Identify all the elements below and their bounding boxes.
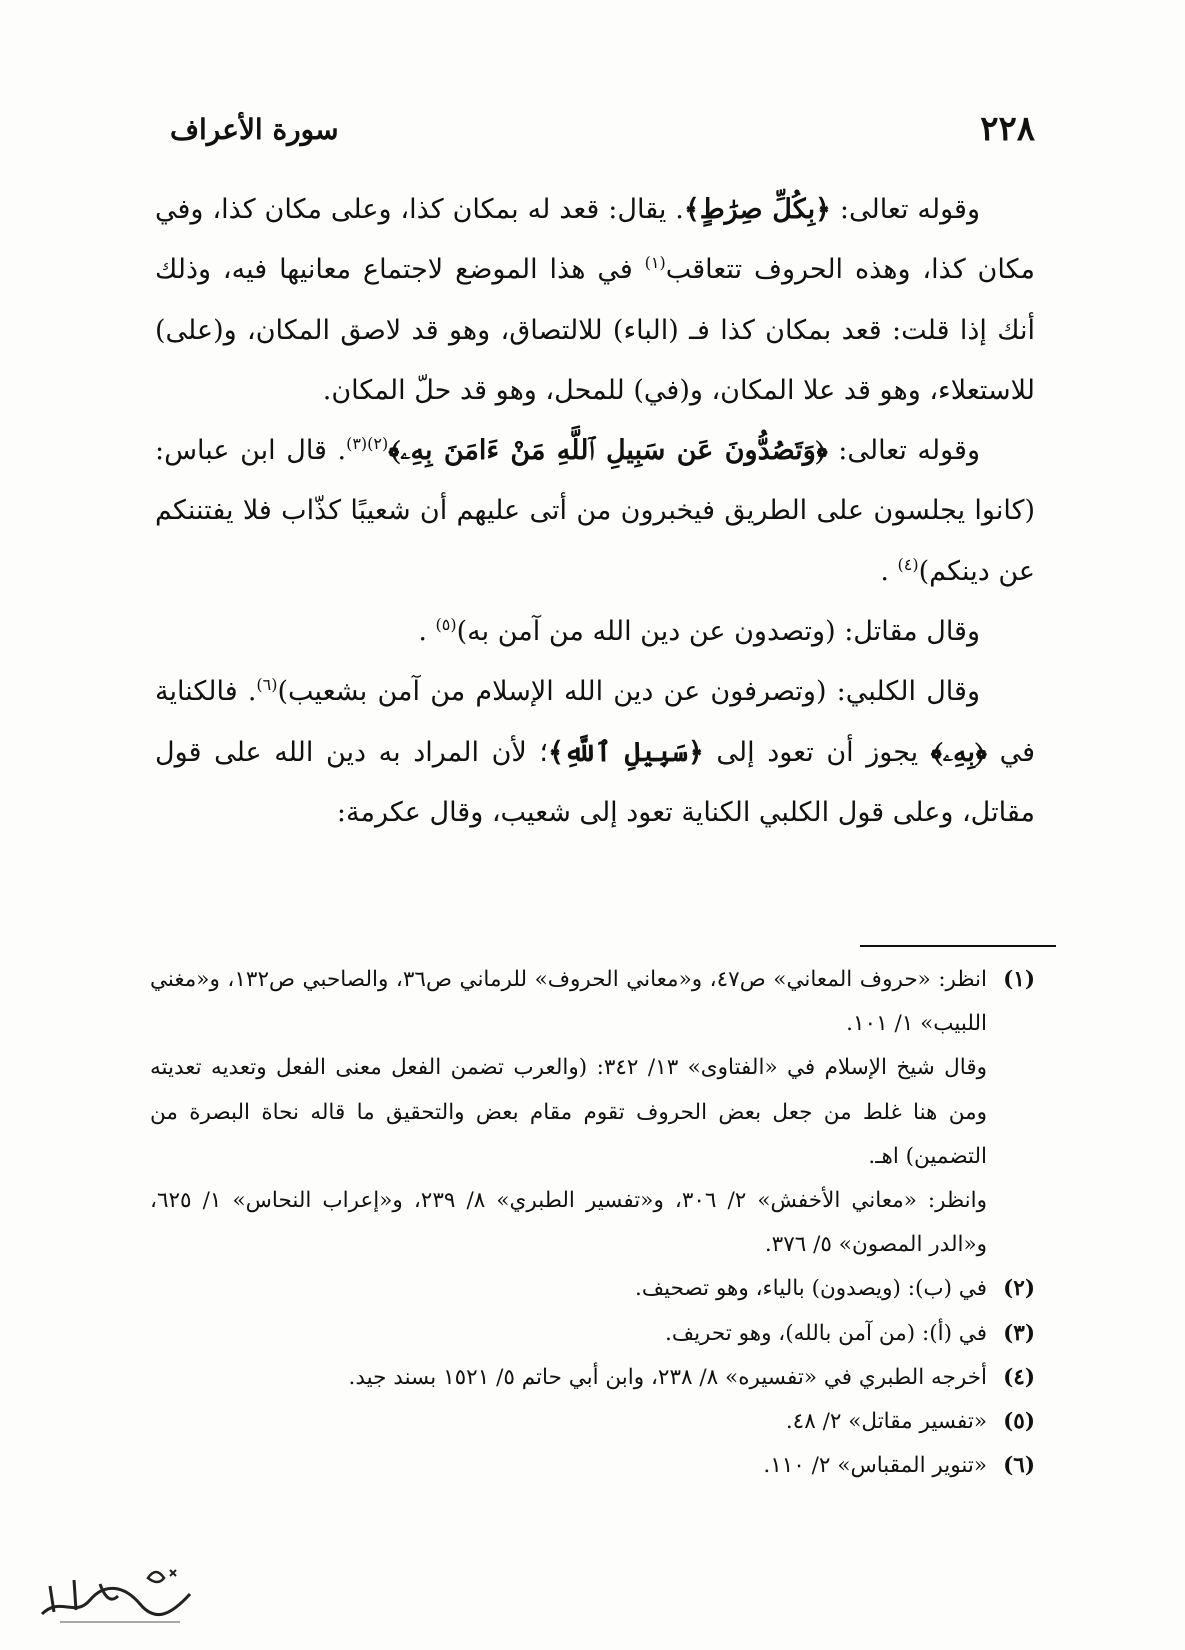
footnote-body bbox=[150, 1356, 987, 1400]
footnote-number: (١) bbox=[1003, 967, 1035, 992]
footnote-paragraph: وقال شيخ الإسلام في «الفتاوى» ١٣/ ٣٤٢: (والعرب تضمن الفعل معنى الفعل وتعديه تعديته ومن هنا غلط من جعل بعض الحروف تقوم مقام بعض والتحقيق ما قاله نحاة البصرة من التضمين) اهـ. bbox=[150, 1055, 988, 1169]
footnote-ref-2[interactable]: (٢) bbox=[367, 434, 389, 454]
footnote-ref-4[interactable]: (٤) bbox=[897, 554, 919, 574]
footnote-body bbox=[150, 1312, 987, 1356]
text-run: . bbox=[880, 555, 898, 587]
text-run: . bbox=[418, 616, 436, 648]
quran-quote: ﴿بِهِۦ﴾ bbox=[930, 736, 987, 768]
publisher-logo bbox=[30, 1556, 200, 1628]
footnote-body bbox=[150, 1444, 987, 1488]
footnote-2 bbox=[150, 1267, 1035, 1311]
text-run: . قال ابن عباس: (كانوا يجلسون على الطريق فيخبرون من أتى عليهم أن شعيبًا كذّاب فلا يفتننكم عن دينكم) bbox=[155, 435, 1035, 587]
text-run: وقال الكلبي: (وتصرفون عن دين الله الإسلام من آمن بشعيب) bbox=[277, 676, 980, 708]
footnote-paragraph: أخرجه الطبري في «تفسيره» ٨/ ٢٣٨، وابن أبي حاتم ٥/ ١٥٢١ بسند جيد. bbox=[348, 1364, 987, 1390]
page-number: ٢٢٨ bbox=[980, 109, 1035, 149]
footnote-ref-3[interactable]: (٣) bbox=[346, 434, 368, 454]
paragraph-3 bbox=[155, 602, 1035, 662]
quran-quote: ﴿وَتَصُدُّونَ عَن سَبِيلِ ٱللَّهِ مَنْ ءَامَنَ بِهِۦ﴾ bbox=[388, 435, 828, 467]
text-run: وقوله تعالى: bbox=[830, 194, 980, 225]
quran-quote: ﴿سَبِيلِ ٱللَّهِ﴾ bbox=[548, 736, 704, 768]
footnote-body bbox=[150, 1400, 987, 1444]
footnote-paragraph: انظر: «حروف المعاني» ص٤٧، و«معاني الحروف» للرماني ص٣٦، والصاحبي ص١٣٢، و«مغني اللبيب» ١/ ١٠١. bbox=[150, 967, 988, 1037]
footnote-body bbox=[150, 1267, 987, 1311]
footnotes bbox=[150, 958, 1035, 1488]
footnote-4 bbox=[150, 1356, 1035, 1400]
text-run: يجوز أن تعود إلى bbox=[703, 736, 931, 768]
sura-title: سورة الأعراف bbox=[170, 112, 339, 146]
quran-quote: ﴿بِكُلِّ صِرَٰطٍ﴾ bbox=[683, 194, 831, 225]
text-run: . فالكناية في bbox=[155, 676, 1035, 768]
footnote-6 bbox=[150, 1444, 1035, 1488]
text-run: . يقال: قعد له بمكان كذا، وعلى مكان كذا، وفي مكان كذا، وهذه الحروف تتعاقب bbox=[155, 194, 1035, 286]
footnote-ref-6[interactable]: (٦) bbox=[256, 675, 278, 695]
footnote-3 bbox=[150, 1312, 1035, 1356]
main-text bbox=[155, 180, 1035, 843]
footnote-paragraph: وانظر: «معاني الأخفش» ٢/ ٣٠٦، و«تفسير الطبري» ٨/ ٢٣٩، و«إعراب النحاس» ١/ ٦٢٥، و«الدر المصون» ٥/ ٣٧٦. bbox=[150, 1188, 988, 1258]
running-header bbox=[170, 104, 1035, 154]
footnote-paragraph: «تفسير مقاتل» ٢/ ٤٨. bbox=[785, 1409, 987, 1435]
footnote-number: (٤) bbox=[1003, 1364, 1035, 1390]
footnote-ref-1[interactable]: (١) bbox=[644, 253, 666, 273]
footnote-body bbox=[150, 958, 987, 1267]
footnote-ref-5[interactable]: (٥) bbox=[435, 615, 457, 635]
text-run: وقال مقاتل: (وتصدون عن دين الله من آمن به) bbox=[456, 616, 980, 648]
footnote-paragraph: «تنوير المقباس» ٢/ ١١٠. bbox=[763, 1453, 987, 1479]
text-run: ؛ لأن المراد به دين الله على قول مقاتل، وعلى قول الكلبي الكناية تعود إلى شعيب، وقال عكرمة: bbox=[155, 736, 1035, 828]
text-run: في هذا الموضع لاجتماع معانيها فيه، وذلك أنك إذا قلت: قعد بمكان كذا فـ (الباء) للالتصاق، وهو قد لاصق المكان، و(على) للاستعلاء، وهو قد علا المكان، و(في) للمحل، وهو قد حلّ المكان. bbox=[155, 254, 1035, 406]
footnote-separator bbox=[860, 945, 1056, 947]
footnote-paragraph: في (ب): (ويصدون) بالياء، وهو تصحيف. bbox=[635, 1276, 987, 1302]
footnote-5 bbox=[150, 1400, 1035, 1444]
text-run: وقوله تعالى: bbox=[827, 435, 980, 467]
footnote-paragraph: في (أ): (من آمن بالله)، وهو تحريف. bbox=[664, 1320, 987, 1346]
footnote-1 bbox=[150, 958, 1035, 1267]
paragraph-4 bbox=[155, 662, 1035, 843]
footnote-number: (٣) bbox=[1003, 1320, 1035, 1346]
footnote-number: (٦) bbox=[1003, 1453, 1035, 1479]
paragraph-2 bbox=[155, 421, 1035, 602]
footnote-number: (٢) bbox=[1003, 1276, 1035, 1302]
footnote-number: (٥) bbox=[1003, 1409, 1035, 1435]
paragraph-1 bbox=[155, 180, 1035, 421]
